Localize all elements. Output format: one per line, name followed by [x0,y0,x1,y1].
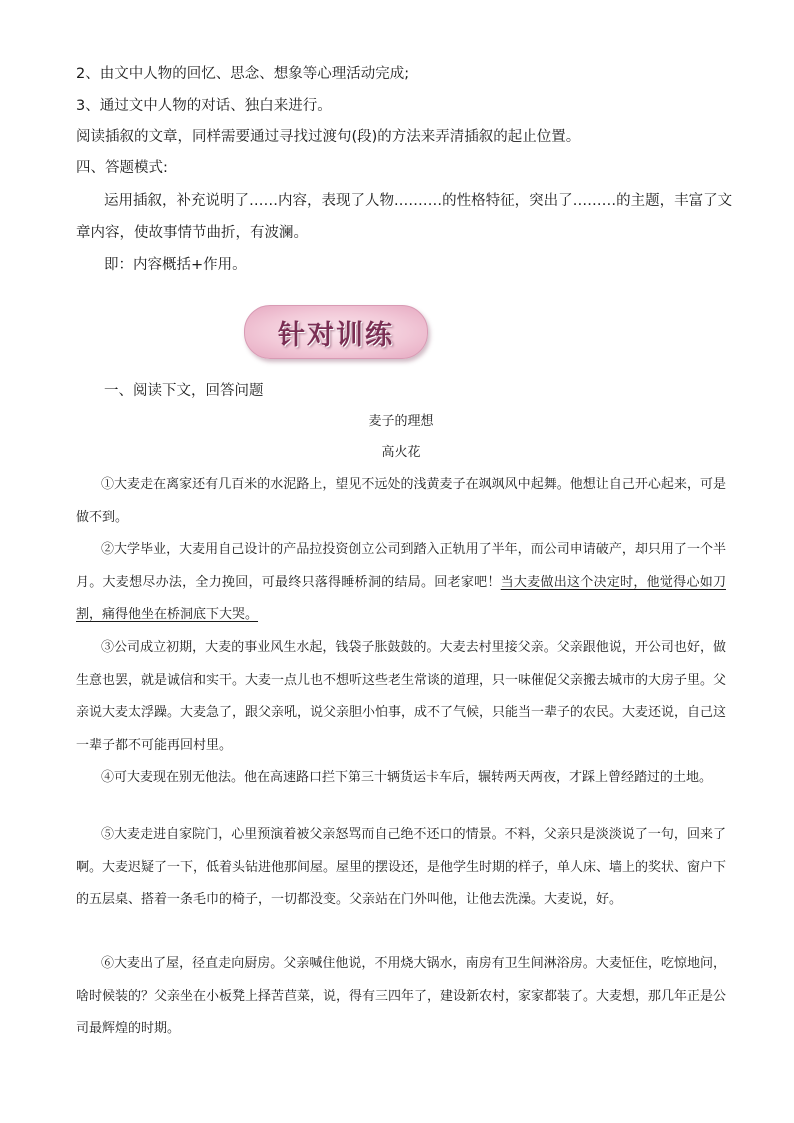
paragraph-2-text: ②大学毕业，大麦用自己设计的产品拉投资创立公司到踏入正轨用了半年，而公司申请破产，却只用了一个半月。大麦想尽办法，全力挽回，可最终只落得睡桥洞的结局。回老家吧！ [76,542,726,590]
paragraph-3: ③公司成立初期，大麦的事业风生水起，钱袋子胀鼓鼓的。大麦去村里接父亲。父亲跟他说，开公司也好，做生意也罢，就是诚信和实干。大麦一点儿也不想听这些老生常谈的道理，只一味催促父亲搬去城市的大房子里。父亲说大麦太浮躁。大麦急了，跟父亲吼，说父亲胆小怕事，成不了气候，只能当一辈子的农民。大麦还说，自己这一辈子都不可能再回村里。 [76,640,727,753]
paragraph-6: ⑥大麦出了屋，径直走向厨房。父亲喊住他说，不用烧大锅水，南房有卫生间淋浴房。大麦怔住，吃惊地问，啥时候装的？父亲坐在小板凳上择苦苣菜，说，得有三四年了，建设新农村，家家都装了。大麦想，那几年正是公司最辉煌的时期。 [76,956,727,1036]
paragraph-4: ④可大麦现在别无他法。他在高速路口拦下第三十辆货运卡车后，辗转两天两夜，才踩上曾经踏过的土地。 [101,770,713,785]
paragraph-1: ①大麦走在离家还有几百米的水泥路上，望见不远处的浅黄麦子在飒飒风中起舞。他想让自己开心起来，可是做不到。 [76,477,726,525]
article-title: 麦子的理想 [368,414,434,429]
intro-line-3: 3、通过文中人物的对话、独白来进行。 [76,98,332,114]
intro-line-2: 2、由文中人物的回忆、思念、想象等心理活动完成; [76,66,410,82]
badge-label: 针对训练 [278,319,394,351]
paragraph-5: ⑤大麦走进自家院门，心里预演着被父亲怒骂而自己绝不还口的情景。不料，父亲只是淡淡说了一句，回来了啊。大麦迟疑了一下，低着头钻进他那间屋。屋里的摆设还，是他学生时期的样子，单人床、墙上的奖状、窗户下的五层桌、搭着一条毛巾的椅子，一切都没变。父亲站在门外叫他，让他去洗澡。大麦说，好。 [76,827,727,907]
paragraph-2-underlined-sentence: 当大麦做出这个决定时，他觉得心如刀割，痛得他坐在桥洞底下大哭。 [76,574,726,622]
answer-mode-line-2: 章内容，使故事情节曲折，有波澜。 [76,225,308,241]
answer-mode-line-1: 运用插叙，补充说明了……内容，表现了人物.………的性格特征，突出了………的主题，丰富了文 [104,193,733,209]
targeted-training-badge [244,305,428,359]
section-heading-answer-mode: 四、答题模式: [76,160,168,176]
intro-reading-tip: 阅读插叙的文章，同样需要通过寻找过渡句(段)的方法来弄清插叙的起止位置。 [76,129,581,145]
article-author: 高火花 [381,445,421,460]
answer-formula: 即：内容概括+作用。 [104,257,247,273]
paragraph-2 [76,534,726,632]
exercise-heading: 一、阅读下文，回答问题 [104,383,264,399]
